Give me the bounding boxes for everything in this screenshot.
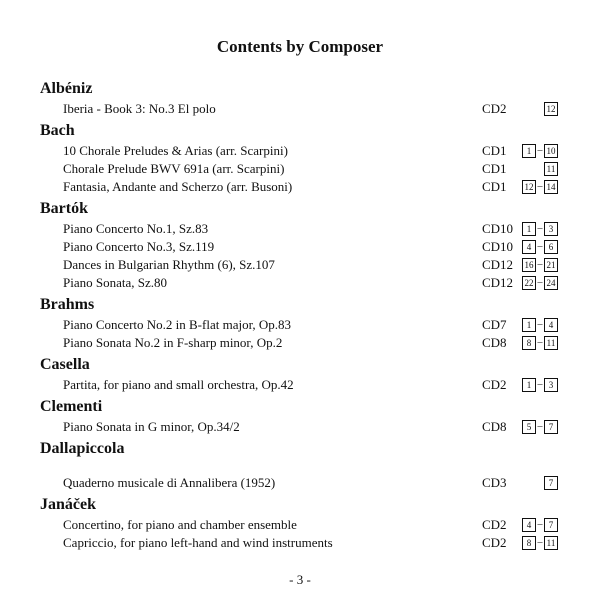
work-title: Concertino, for piano and chamber ensemble [63, 517, 297, 532]
contents-list [40, 80, 562, 552]
cd-number: CD10 [482, 239, 514, 254]
work-title: Piano Sonata in G minor, Op.34/2 [63, 419, 240, 434]
cd-number: CD8 [482, 419, 507, 434]
work-row [40, 142, 562, 160]
work-row [40, 160, 562, 178]
track-start-box: 5 [522, 420, 536, 434]
cd-number: CD10 [482, 221, 514, 236]
work-row [40, 316, 562, 334]
work-title: Capriccio, for piano left-hand and wind instruments [63, 535, 333, 550]
track-start-box: 7 [544, 476, 558, 490]
range-dash: – [537, 181, 543, 192]
range-dash: – [537, 519, 543, 530]
work-row [40, 274, 562, 292]
cd-number: CD2 [482, 517, 507, 532]
composer-heading: Albéniz [40, 80, 93, 97]
track-range [522, 378, 558, 392]
range-dash: – [537, 319, 543, 330]
cd-number: CD2 [482, 535, 507, 550]
track-range [522, 222, 558, 236]
cd-number: CD3 [482, 475, 507, 490]
work-row [40, 100, 562, 118]
range-dash: – [537, 537, 543, 548]
track-end-box: 10 [544, 144, 558, 158]
track-end-box: 7 [544, 420, 558, 434]
track-start-box: 16 [522, 258, 536, 272]
work-title: Dances in Bulgarian Rhythm (6), Sz.107 [63, 257, 275, 272]
work-row [40, 376, 562, 394]
composer-heading: Bach [40, 122, 75, 139]
track-end-box: 6 [544, 240, 558, 254]
track-end-box: 3 [544, 378, 558, 392]
work-title: Piano Sonata, Sz.80 [63, 275, 167, 290]
track-start-box: 12 [522, 180, 536, 194]
work-title: Fantasia, Andante and Scherzo (arr. Busoni) [63, 179, 293, 194]
track-range [522, 318, 558, 332]
composer-heading: Dallapiccola [40, 440, 125, 457]
work-row [40, 516, 562, 534]
work-row [40, 534, 562, 552]
track-end-box: 24 [544, 276, 558, 290]
track-end-box: 14 [544, 180, 558, 194]
track-start-box: 22 [522, 276, 536, 290]
track-start-box: 8 [522, 536, 536, 550]
work-row [40, 474, 562, 492]
track-start-box: 8 [522, 336, 536, 350]
work-row [40, 178, 562, 196]
range-dash: – [537, 379, 543, 390]
track-range [522, 518, 558, 532]
track-range [522, 420, 558, 434]
cd-number: CD1 [482, 143, 507, 158]
track-start-box: 11 [544, 162, 558, 176]
work-title: Piano Concerto No.1, Sz.83 [63, 221, 209, 236]
page-title: Contents by Composer [216, 37, 384, 56]
track-start-box: 1 [522, 378, 536, 392]
work-row [40, 334, 562, 352]
track-end-box: 11 [544, 536, 558, 550]
track-end-box: 11 [544, 336, 558, 350]
track-range [522, 276, 558, 290]
work-title: Quaderno musicale di Annalibera (1952) [63, 475, 276, 490]
composer-heading: Bartók [40, 200, 88, 217]
work-row [40, 238, 562, 256]
cd-number: CD8 [482, 335, 507, 350]
work-title: 10 Chorale Preludes & Arias (arr. Scarpini) [63, 143, 288, 158]
work-title: Piano Concerto No.2 in B-flat major, Op.83 [63, 317, 292, 332]
page-number: - 3 - [289, 572, 311, 587]
track-end-box: 7 [544, 518, 558, 532]
track-start-box: 1 [522, 318, 536, 332]
track-range [522, 258, 558, 272]
track-range [544, 162, 558, 176]
work-title: Iberia - Book 3: No.3 El polo [63, 101, 216, 116]
track-range [544, 102, 558, 116]
track-range [522, 180, 558, 194]
cd-number: CD12 [482, 257, 514, 272]
work-title: Chorale Prelude BWV 691a (arr. Scarpini) [63, 161, 285, 176]
track-range [522, 144, 558, 158]
track-start-box: 12 [544, 102, 558, 116]
track-start-box: 4 [522, 240, 536, 254]
track-range [522, 240, 558, 254]
range-dash: – [537, 145, 543, 156]
cd-number: CD12 [482, 275, 514, 290]
track-end-box: 3 [544, 222, 558, 236]
composer-heading: Clementi [40, 398, 103, 415]
range-dash: – [537, 259, 543, 270]
track-end-box: 21 [544, 258, 558, 272]
work-row [40, 220, 562, 238]
track-range [522, 536, 558, 550]
work-row [40, 256, 562, 274]
composer-heading: Janáček [40, 496, 96, 513]
composer-heading: Casella [40, 356, 90, 373]
track-end-box: 4 [544, 318, 558, 332]
track-range [522, 336, 558, 350]
work-title: Piano Concerto No.3, Sz.119 [63, 239, 215, 254]
work-row [40, 418, 562, 436]
track-start-box: 4 [522, 518, 536, 532]
range-dash: – [537, 337, 543, 348]
range-dash: – [537, 223, 543, 234]
cd-number: CD1 [482, 179, 507, 194]
work-title: Piano Sonata No.2 in F-sharp minor, Op.2 [63, 335, 283, 350]
cd-number: CD2 [482, 377, 507, 392]
cd-number: CD1 [482, 161, 507, 176]
cd-number: CD7 [482, 317, 507, 332]
track-start-box: 1 [522, 144, 536, 158]
range-dash: – [537, 421, 543, 432]
track-start-box: 1 [522, 222, 536, 236]
track-range [544, 476, 558, 490]
cd-number: CD2 [482, 101, 507, 116]
range-dash: – [537, 241, 543, 252]
range-dash: – [537, 277, 543, 288]
composer-heading: Brahms [40, 296, 95, 313]
work-title: Partita, for piano and small orchestra, Op.42 [63, 377, 294, 392]
